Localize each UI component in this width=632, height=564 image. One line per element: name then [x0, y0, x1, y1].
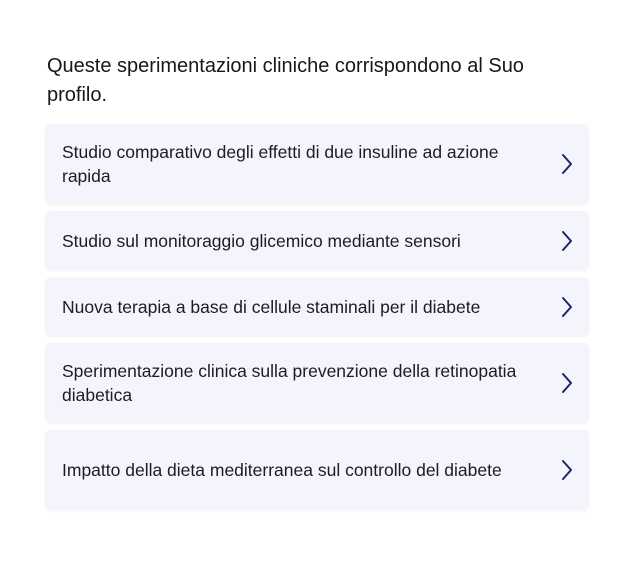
trial-title: Studio sul monitoraggio glicemico mediante sensori: [62, 230, 461, 251]
trial-list: [45, 124, 589, 510]
trial-card-stem-cell-therapy[interactable]: [45, 277, 589, 336]
trial-title: Impatto della dieta mediterranea sul controllo del diabete: [62, 460, 502, 480]
trial-card-insulin-comparison[interactable]: [45, 124, 589, 204]
page-heading: Queste sperimentazioni cliniche corrispondono al Suo profilo.: [47, 55, 524, 106]
trial-title: Sperimentazione clinica sulla prevenzione della retinopatia diabetica: [62, 361, 517, 405]
trial-card-retinopathy-prevention[interactable]: [45, 343, 589, 423]
chevron-right-icon: [559, 229, 575, 253]
trial-card-mediterranean-diet[interactable]: [45, 430, 589, 510]
chevron-right-icon: [559, 458, 575, 482]
chevron-right-icon: [559, 371, 575, 395]
chevron-right-icon: [559, 295, 575, 319]
trial-title: Nuova terapia a base di cellule staminali per il diabete: [62, 296, 481, 317]
trial-card-glucose-monitoring[interactable]: [45, 211, 589, 270]
chevron-right-icon: [559, 152, 575, 176]
trial-results-panel: [45, 52, 589, 510]
trial-title: Studio comparativo degli effetti di due insuline ad azione rapida: [62, 142, 499, 186]
